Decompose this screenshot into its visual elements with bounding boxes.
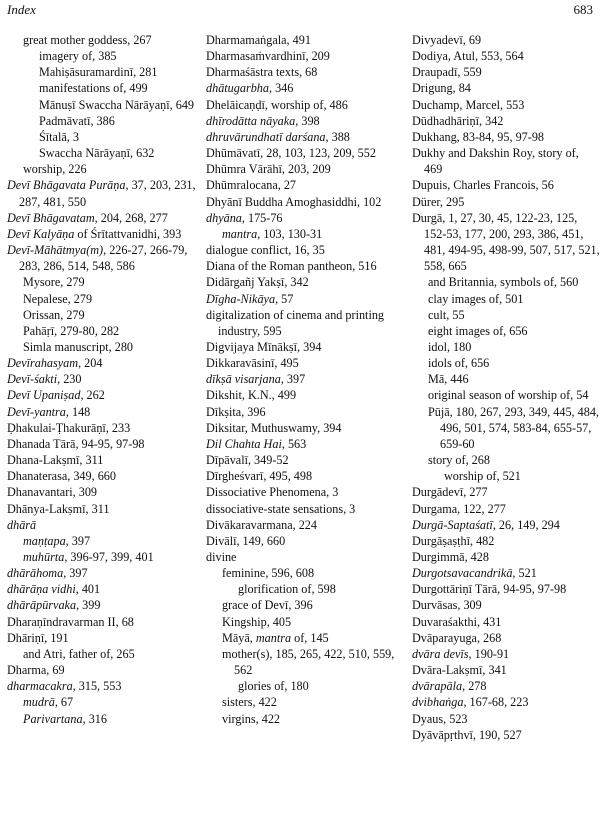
index-entry: dvibhaṅga, 167-68, 223 bbox=[412, 695, 529, 710]
index-entry: Swaccha Nārāyaṇī, 632 bbox=[39, 146, 155, 161]
index-entry: dhātugarbha, 346 bbox=[206, 81, 294, 96]
index-entry: Duchamp, Marcel, 553 bbox=[412, 97, 525, 112]
index-entry: Dharmamaṅgala, 491 bbox=[206, 33, 311, 47]
index-entry: eight images of, 656 bbox=[428, 323, 528, 338]
index-entry: idols of, 656 bbox=[428, 356, 490, 371]
index-entry: worship, 226 bbox=[23, 162, 87, 177]
index-entry: Diksitar, Muthuswamy, 394 bbox=[206, 420, 342, 435]
index-entry: dissociative-state sensations, 3 bbox=[206, 501, 356, 516]
index-entry: dvārapāla, 278 bbox=[412, 679, 487, 694]
index-entry: divine bbox=[206, 550, 237, 564]
index-entry: Dürer, 295 bbox=[412, 194, 465, 209]
index-entry: Diana of the Roman pantheon, 516 bbox=[206, 259, 377, 274]
index-entry: Digvijaya Mīnākṣī, 394 bbox=[206, 339, 322, 354]
index-entry: Dyaus, 523 bbox=[412, 711, 468, 726]
index-entry: Māyā, mantra of, 145 bbox=[222, 630, 329, 645]
index-entry: Devī Kalyāṇa of Śrītattvanidhi, 393 bbox=[7, 226, 182, 241]
index-entry: mudrā, 67 bbox=[23, 695, 74, 710]
index-entry: glories of, 180 bbox=[238, 679, 309, 694]
index-entry: Dhūmralocana, 27 bbox=[206, 178, 297, 193]
index-entry: Devī-Māhātmya(m), 226-27, 266-79, 283, 286, 514, 548, 586 bbox=[7, 243, 188, 274]
index-entry: dhīrodātta nāyaka, 398 bbox=[206, 113, 320, 128]
index-entry: Drigung, 84 bbox=[412, 81, 471, 96]
index-entry: digitalization of cinema and printing industry, 595 bbox=[206, 307, 385, 338]
index-entry: glorification of, 598 bbox=[238, 582, 336, 597]
index-entry: Kingship, 405 bbox=[222, 614, 292, 629]
index-entry: maṇṭapa, 397 bbox=[23, 533, 91, 548]
index-entry: Divākaravarmana, 224 bbox=[206, 517, 317, 532]
index-entry: Orissan, 279 bbox=[23, 307, 85, 322]
index-entry: Durgottāriṇī Tārā, 94-95, 97-98 bbox=[412, 582, 567, 597]
index-entry: Dūdhadhāriṇī, 342 bbox=[412, 113, 504, 128]
index-entry: Draupadī, 559 bbox=[412, 65, 482, 80]
index-entry: Dīkṣita, 396 bbox=[206, 404, 266, 419]
page-number: 683 bbox=[573, 2, 593, 17]
index-entry: Pūjā, 180, 267, 293, 349, 445, 484, 496, 501, 574, 583-84, 655-57, 659-60 bbox=[428, 404, 599, 451]
index-entry: Durgimmā, 428 bbox=[412, 550, 489, 564]
index-entry: virgins, 422 bbox=[222, 711, 281, 726]
index-entry: dhyāna, 175-76 bbox=[206, 210, 283, 225]
index-column-1 bbox=[7, 32, 197, 727]
index-entry: Devī-śakti, 230 bbox=[7, 372, 82, 387]
index-entry: story of, 268 bbox=[428, 453, 490, 468]
index-entry: Dikkaravāsinī, 495 bbox=[206, 356, 299, 371]
index-entry: Mānuṣī Swaccha Nārāyaṇī, 649 bbox=[39, 97, 195, 112]
index-entry: Śītalā, 3 bbox=[39, 129, 79, 144]
page-header bbox=[0, 2, 600, 22]
index-entry: Padmāvatī, 386 bbox=[39, 113, 115, 128]
index-entry: Mahiṣāsuramardinī, 281 bbox=[39, 65, 158, 80]
index-entry: dvāra devīs, 190-91 bbox=[412, 646, 510, 661]
index-entry: Dukhy and Dakshin Roy, story of, 469 bbox=[412, 146, 579, 177]
index-entry: Dhāriṇī, 191 bbox=[7, 630, 69, 645]
index-entry: Dikshit, K.N., 499 bbox=[206, 388, 297, 403]
index-column-2 bbox=[206, 32, 402, 727]
index-entry: Dīgha-Nikāya, 57 bbox=[206, 291, 294, 306]
index-entry: Dhānya-Lakṣmī, 311 bbox=[7, 501, 110, 516]
index-entry: Dharmaśāstra texts, 68 bbox=[206, 65, 318, 80]
index-entry: Dil Chahta Hai, 563 bbox=[206, 436, 307, 451]
index-entry: feminine, 596, 608 bbox=[222, 566, 315, 581]
index-entry: dhārāhoma, 397 bbox=[7, 566, 88, 581]
index-entry: Didārgañj Yakṣī, 342 bbox=[206, 275, 309, 290]
index-entry: dialogue conflict, 16, 35 bbox=[206, 243, 325, 258]
index-entry: Devī Bhāgavatam, 204, 268, 277 bbox=[7, 210, 168, 225]
index-entry: Nepalese, 279 bbox=[23, 291, 93, 306]
index-entry: Durgama, 122, 277 bbox=[412, 501, 506, 516]
index-entry: Dhūmra Vārāhī, 203, 209 bbox=[206, 162, 331, 177]
index-entry: grace of Devī, 396 bbox=[222, 598, 313, 613]
index-entry: Dharmasaṁvardhinī, 209 bbox=[206, 49, 330, 64]
index-entry: Durvāsas, 309 bbox=[412, 598, 482, 613]
index-entry: Dhanaterasa, 349, 660 bbox=[7, 469, 116, 484]
index-entry: Divālī, 149, 660 bbox=[206, 533, 286, 548]
index-entry: Devī Upaniṣad, 262 bbox=[7, 388, 105, 403]
index-entry: great mother goddess, 267 bbox=[23, 33, 152, 47]
index-entry: Mysore, 279 bbox=[23, 275, 85, 290]
index-entry: Devīrahasyam, 204 bbox=[7, 356, 103, 371]
index-entry: Durgādevī, 277 bbox=[412, 485, 488, 500]
index-entry: Devī Bhāgavata Purāṇa, 37, 203, 231, 287, 481, 550 bbox=[7, 178, 196, 209]
index-entry: Simla manuscript, 280 bbox=[23, 339, 134, 354]
index-entry: sisters, 422 bbox=[222, 695, 277, 710]
index-entry: Durgotsavacandrikā, 521 bbox=[412, 566, 537, 581]
index-entry: clay images of, 501 bbox=[428, 291, 524, 306]
index-entry: and Britannia, symbols of, 560 bbox=[428, 275, 579, 290]
index-entry: Dīpāvalī, 349-52 bbox=[206, 453, 289, 468]
index-entry: Dissociative Phenomena, 3 bbox=[206, 485, 339, 500]
index-entry: Duvaraśakthi, 431 bbox=[412, 614, 502, 629]
index-entry: Dvāparayuga, 268 bbox=[412, 630, 502, 645]
index-entry: Dukhang, 83-84, 95, 97-98 bbox=[412, 129, 545, 144]
index-entry: Durgāṣaṣṭhī, 482 bbox=[412, 533, 495, 548]
index-entry: original season of worship of, 54 bbox=[428, 388, 589, 403]
index-entry: Dharaṇīndravarman II, 68 bbox=[7, 614, 134, 629]
index-column-3 bbox=[412, 32, 600, 743]
index-entry: Dhūmāvatī, 28, 103, 123, 209, 552 bbox=[206, 146, 376, 161]
index-entry: dhārāpūrvaka, 399 bbox=[7, 598, 101, 613]
index-entry: Dīrgheśvarī, 495, 498 bbox=[206, 469, 313, 484]
index-entry: manifestations of, 499 bbox=[39, 81, 148, 96]
index-entry: Dhanada Tārā, 94-95, 97-98 bbox=[7, 436, 145, 451]
index-entry: cult, 55 bbox=[428, 307, 465, 322]
index-entry: idol, 180 bbox=[428, 339, 472, 354]
index-entry: mantra, 103, 130-31 bbox=[222, 226, 323, 241]
index-entry: Dhanavantari, 309 bbox=[7, 485, 98, 500]
index-entry: Divyadevī, 69 bbox=[412, 33, 482, 47]
index-entry: dīkṣā visarjana, 397 bbox=[206, 372, 306, 387]
index-entry: Ḍhakulai-Ṭhakurāṇī, 233 bbox=[7, 420, 131, 435]
index-entry: imagery of, 385 bbox=[39, 49, 117, 64]
index-entry: dhruvārundhatī darśana, 388 bbox=[206, 129, 350, 144]
index-entry: Dvāra-Lakṣmī, 341 bbox=[412, 663, 507, 678]
index-entry: Dhana-Lakṣmī, 311 bbox=[7, 453, 104, 468]
index-entry: Dhelāicaṇḍī, worship of, 486 bbox=[206, 97, 348, 112]
index-entry: dhārāṇa vidhi, 401 bbox=[7, 582, 101, 597]
index-entry: dharmacakra, 315, 553 bbox=[7, 679, 122, 694]
index-entry: and Atri, father of, 265 bbox=[23, 646, 135, 661]
running-head: Index bbox=[7, 2, 36, 17]
index-entry: Parivartana, 316 bbox=[23, 711, 107, 726]
index-entry: mother(s), 185, 265, 422, 510, 559, 562 bbox=[222, 646, 395, 678]
index-entry: Dyāvāpṛthvī, 190, 527 bbox=[412, 727, 522, 742]
index-entry: Dharma, 69 bbox=[7, 663, 65, 678]
index-entry: dhārā bbox=[7, 517, 37, 532]
index-entry: worship of, 521 bbox=[444, 469, 521, 484]
index-entry: Durgā, 1, 27, 30, 45, 122-23, 125, 152-53, 177, 200, 293, 386, 451, 481, 494-95, 498-99, 507, 517, 521, 558, 665 bbox=[412, 210, 600, 274]
index-entry: Durgā-Saptaśatī, 26, 149, 294 bbox=[412, 517, 560, 532]
index-entry: Dhyānī Buddha Amoghasiddhi, 102 bbox=[206, 194, 382, 209]
index-entry: Dodiya, Atul, 553, 564 bbox=[412, 49, 524, 64]
index-entry: Pahāṛī, 279-80, 282 bbox=[23, 323, 120, 338]
index-entry: muhūrta, 396-97, 399, 401 bbox=[23, 550, 154, 564]
index-entry: Mā, 446 bbox=[428, 372, 469, 387]
index-entry: Dupuis, Charles Francois, 56 bbox=[412, 178, 554, 193]
index-entry: Devī-yantra, 148 bbox=[7, 404, 91, 419]
